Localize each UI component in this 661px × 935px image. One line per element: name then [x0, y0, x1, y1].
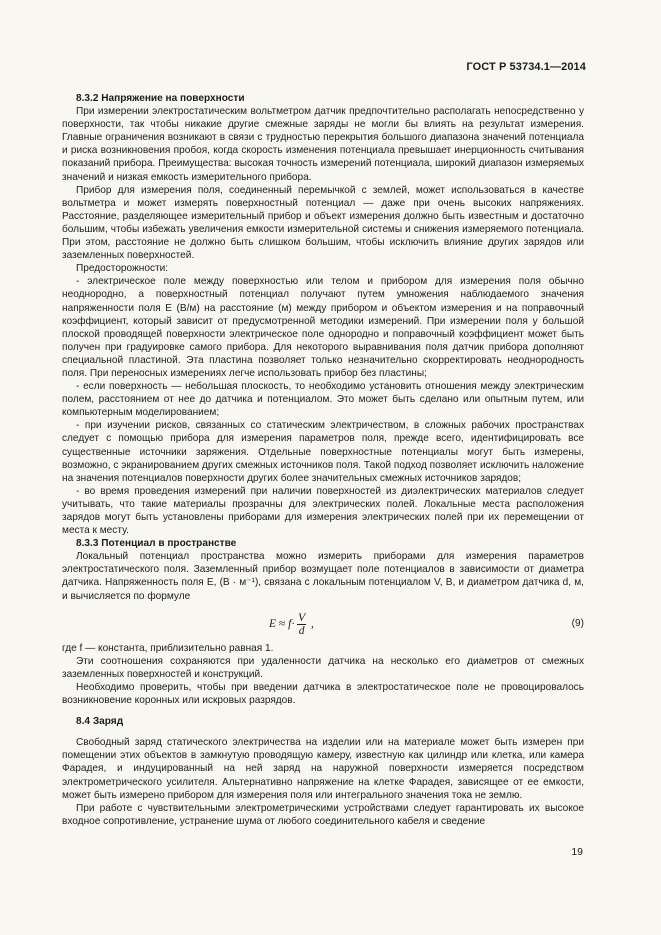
document-body — [62, 92, 584, 828]
formula-fraction — [297, 612, 306, 637]
formula-number: (9) — [571, 617, 584, 629]
formula-dot: · — [291, 617, 296, 630]
section-heading-8-3-3: 8.3.3 Потенциал в пространстве — [76, 538, 237, 550]
paragraph: Эти соотношения сохраняются при удаленности датчика на несколько его диаметров от смежных заземленных поверхностей и конструкций. — [62, 655, 584, 680]
bullet-item: - во время проведения измерений при наличии поверхностей из диэлектрических материалов следует учитывать, что такие материалы прозрачны для электрических полей. Локальные места расположения зарядов могут быть установлены приборами для измерения электрических полей при их перемещении от места к месту. — [62, 485, 584, 537]
formula-denominator: d — [298, 624, 305, 637]
paragraph: При работе с чувствительными электрометрическими устройствами следует гарантировать их высокое входное сопротивление, устранение шума от любого соединительного кабеля и сведение — [62, 802, 584, 827]
formula-tail: , — [311, 617, 314, 630]
paragraph: При измерении электростатическим вольтметром датчик предпочтительно располагать непосредственно у поверхности, так чтобы никакие другие смежные заряды не могли бы влиять на результат измерения. Главные ограничения возникают в связи с трудностью перекрытия большого диапазона значений потенциала и риска возникновения пробоя, когда скорость изменения потенциала превышает инерционность считывания показаний прибора. Преимущества: высокая точность измерений потенциала, широкий диапазон измеряемых значений и низкая емкость измерительного прибора. — [62, 106, 584, 183]
bullet-item: - если поверхность — небольшая плоскость, то необходимо установить отношения между электрическим полем, расстоянием от нее до датчика и потенциалом. Это может быть сделано или опытным путем, или компьютерным моделированием; — [62, 381, 584, 419]
paragraph: Локальный потенциал пространства можно измерить приборами для измерения параметров электростатического поля. Заземленный прибор возмущает поле потенциалов в зависимости от диаметра датчика. Напряженность поля E, (В · м⁻¹), связана с локальным потенциалом V, В, и диаметром датчика d, м, и вычисляется по формуле — [62, 551, 584, 602]
section-heading-8-4: 8.4 Заряд — [76, 716, 124, 728]
formula-numerator: V — [298, 611, 306, 624]
formula-where: где f — константа, приблизительно равная 1. — [62, 642, 274, 654]
paragraph: Прибор для измерения поля, соединенный перемычкой с землей, может использоваться в качестве вольтметра и может измерять поверхностный потенциал — даже при очень высоких напряжениях. Расстояние, разделяющее измерительный прибор и объект измерения должно быть известным и достаточно большим, чтобы избежать увеличения емкости измерительной системы и снижения измеряемого потенциала. При этом, расстояние не должно быть слишком большим, чтобы исключить влияние других зарядов или заземленных поверхностей. — [62, 184, 584, 262]
formula-expression — [269, 612, 314, 637]
precautions-label: Предосторожности: — [76, 263, 169, 275]
formula-lhs: E — [269, 617, 277, 630]
bullet-item: - при изучении рисков, связанных со статическим электричеством, в сложных рабочих пространствах следует с помощью прибора для измерения параметров поля, прежде всего, идентифицировать все существенные источники заряжения. Отдельные поверхностные потенциалы могут быть измерены, возможно, с экранированием других смежных источников поля. Такой подход позволяет исключить наложение на значения потенциалов поверхности других более значительных смежных источников зарядов; — [62, 420, 584, 484]
formula-9 — [62, 606, 584, 640]
page-number: 19 — [571, 846, 583, 858]
section-heading-8-3-2: 8.3.2 Напряжение на поверхности — [76, 93, 245, 104]
formula-approx: ≈ — [278, 617, 286, 630]
formula-coefficient: f — [288, 617, 292, 630]
paragraph: Необходимо проверить, чтобы при введении датчика в электростатическое поле не провоцировалось возникновение коронных или искровых разрядов. — [62, 681, 584, 707]
paragraph: Свободный заряд статического электричества на изделии или на материале может быть измерен при помещении этих объектов в замкнутую проводящую камеру, известную как цилиндр или клетка, или камера Фарадея, и индуцированный на ней заряд на наружной поверхности измеряется посредством электрометрического усилителя. Альтернативно напряжение на клетке Фарадея, зависящее от ее емкости, может быть измерено прибором для измерения поля или интегрального значения тока не землю. — [62, 737, 584, 801]
bullet-item: - электрическое поле между поверхностью или телом и прибором для измерения поля обычно неоднородно, а поверхностный потенциал получают путем умножения наблюдаемого значения напряженности поля E (В/м) на расстояние (м) между прибором и объектом измерения и на поправочный коэффициент, который зависит от предусмотренной методики измерений. При измерении поля у большой плоской проводящей поверхности электрическое поле однородно и поправочный коэффициент может быть получен при градуировке самого прибора. Для некоторого выравнивания поля датчик прибора дополняют специальной пластиной. Эта пластина позволяет только незначительно скорректировать неоднородность поля. При переносных измерениях легче использовать прибор без пластины; — [62, 276, 584, 379]
document-id-header: ГОСТ Р 53734.1—2014 — [466, 61, 586, 73]
